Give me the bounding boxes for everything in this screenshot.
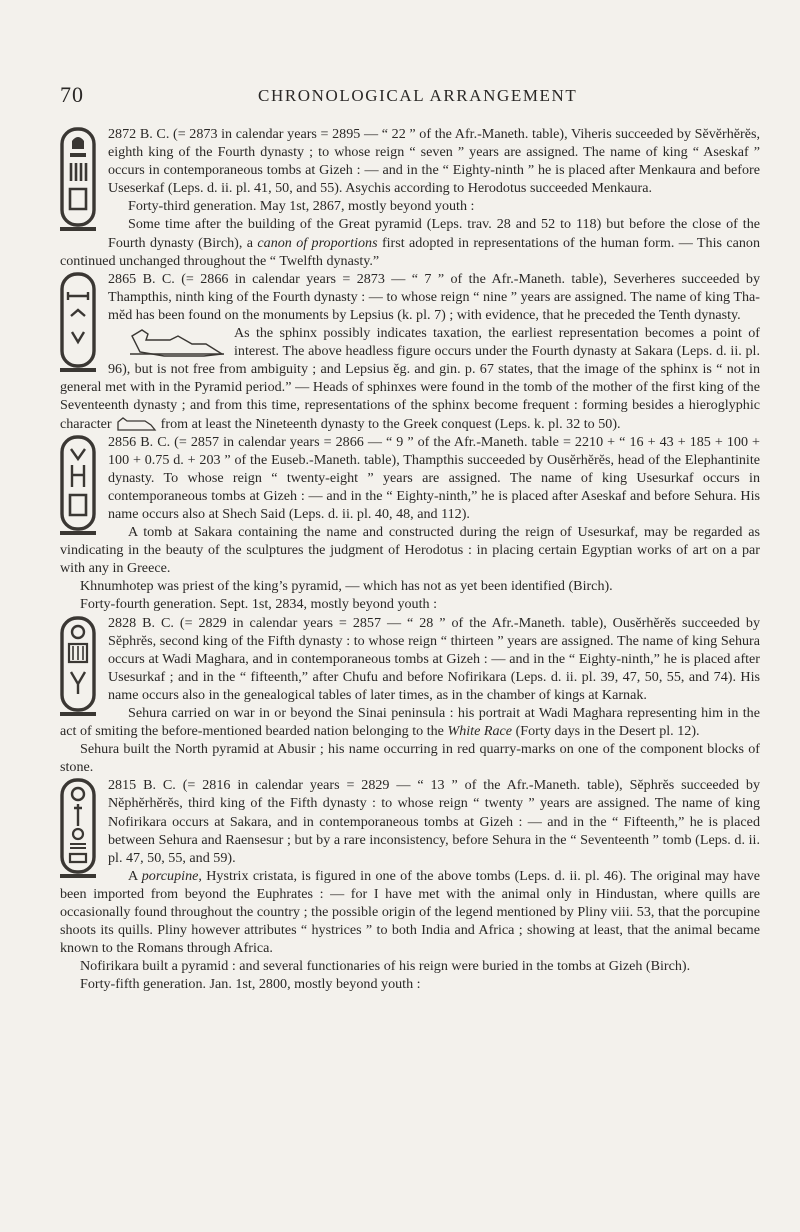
running-head: CHRONOLOGICAL ARRANGEMENT	[258, 86, 578, 105]
canon-text-a: Some time after the building of the Great pyramid (Leps. trav. 28 and 52 to 118) but before the close of the Fourth dynasty (Birch), a	[108, 216, 760, 251]
cartouche-usesurkaf-icon	[60, 435, 98, 539]
cartouche-aseskaf-icon	[60, 127, 98, 235]
page-body	[60, 125, 760, 994]
entry-2856-text: 2856 B. C. (= 2857 in calendar years = 2866 — “ 9 ” of the Afr.-Maneth. table = 2210 + “ 16 + 43 + 185 + 100 + 100 + 0.75 d. + 203 ” of the Euseb.-Maneth. table), Thampthis succeeded by Ousĕrhĕrĕs, head of the Elephantinite dynasty. To whose reign “ twenty-eight ” years are assigned. The name of king Usesurkaf occurs in contemporaneous tombs at Gizeh : — and in the “ Eighty-ninth,” he is placed after Aseskaf and before Sehura. His name occurs also at Shech Said (Leps. d. ii. pl. 40, 48, and 112).	[108, 433, 760, 522]
sphinx-text-a: As the sphinx possibly indicates taxation, the earliest representation becomes a point of interest. The above headless figure occurs under the Fourth dynasty at Sakara (Leps. d. ii. pl. 96), but is not free from ambiguity ; and Lepsius ĕg. and gin. p. 67 states, that the image of the sphinx is “ not in general met with in the Pyramid period.” — Heads of sphinxes were found in the tomb of the mother of the first king of the Seventeenth dynasty ; and from this time, representations of the sphinx become frequent : forming besides a hieroglyphic character	[60, 325, 760, 432]
canon-emphasis: canon of proportions	[257, 234, 378, 251]
entry-2872	[60, 125, 760, 197]
canon-of-proportions-paragraph	[60, 215, 760, 269]
entry-2828-text: 2828 B. C. (= 2829 in calendar years = 2857 — “ 28 ” of the Afr.-Maneth. table), Ousĕrhĕrĕs succeeded by Sĕphrĕs, second king of the Fifth dynasty : to whose reign “ thirteen ” years are assigned. The name of king Sehura occurs at Wadi Maghara, and in contemporaneous tombs at Gizeh : — and in the “ Eighty-ninth,” he is placed after Usesurkaf ; and in the “ fifteenth,” after Chufu and before Nofirikara (Leps. d. ii. pl. 39, 47, 50, 55, and 74). His name occurs also in the genealogical tables of later times, as in the chamber of kings at Karnak.	[108, 614, 760, 703]
sehura-war-text-b: (Forty days in the Desert pl. 12).	[512, 723, 700, 740]
entry-2856	[60, 433, 760, 523]
sehura-pyramid-paragraph: Sehura built the North pyramid at Abusir ; his name occurring in red quarry-marks on one of the component blocks of stone.	[60, 741, 760, 776]
white-race-emphasis: White Race	[447, 723, 513, 740]
cartouche-sehura-icon	[60, 616, 98, 720]
porcupine-emphasis: porcupine	[141, 867, 199, 884]
generation-43: Forty-third generation. May 1st, 2867, mostly beyond youth :	[128, 198, 475, 215]
sphinx-paragraph	[60, 324, 760, 433]
page-number: 70	[60, 82, 84, 107]
khnumhotep-paragraph: Khnumhotep was priest of the king’s pyramid, — which has not as yet been identified (Birch).	[80, 578, 613, 595]
entry-2872-text: 2872 B. C. (= 2873 in calendar years = 2895 — “ 22 ” of the Afr.-Maneth. table), Viheris succeeded by Sĕvĕrhĕrĕs, eighth king of the Fourth dynasty ; to whose reign “ seven ” years are assigned. The name of king “ Aseskaf ” occurs in contemporaneous tombs at Gizeh : — and in the “ Eighty-ninth ” he is placed after Menkaura and before Useserkaf (Leps. d. ii. pl. 41, 50, and 55). Asychis according to Herodotus succeeded Menkaura.	[108, 126, 760, 197]
generation-45: Forty-fifth generation. Jan. 1st, 2800, mostly beyond youth :	[80, 976, 421, 993]
sphinx-text-b: from at least the Nineteenth dynasty to the Greek conquest (Leps. k. pl. 32 to 50).	[157, 415, 621, 432]
headless-sphinx-icon	[128, 326, 228, 360]
generation-44: Forty-fourth generation. Sept. 1st, 2834, mostly beyond youth :	[80, 596, 438, 613]
cartouche-nofirikara-icon	[60, 778, 98, 882]
sehura-war-text-a: Sehura carried on war in or beyond the Sinai peninsula : his portrait at Wadi Maghara representing him in the act of smiting the before-mentioned bearded nation belonging to the	[60, 705, 760, 740]
porcupine-text-b: , Hystrix cristata, is figured in one of the above tombs (Leps. d. ii. pl. 46). The original may have been imported from beyond the Euphrates : — for I have met with the animal only in Hindustan, where quills are occasionally found throughout the country ; the possible origin of the legend mentioned by Pliny viii. 53, that the porcupine shoots its quills. Pliny however attributes “ hystrices ” to both India and Africa ; showing at least, that the animal became known to the Romans through Africa.	[60, 867, 760, 957]
porcupine-text-a: A	[128, 867, 142, 884]
cartouche-thamed-icon	[60, 272, 98, 376]
entry-2865	[60, 270, 760, 324]
entry-2815	[60, 776, 760, 866]
usesurkaf-tomb-paragraph: A tomb at Sakara containing the name and constructed during the reign of Usesurkaf, may be regarded as vindicating in the beauty of the sculptures the judgment of Herodotus : in placing certain Egyptian works of art on a par with any in Greece.	[60, 524, 760, 577]
canon-text-b: first adopted in representations of the human form. — This canon continued unchanged throughout the “ Twelfth dynasty.”	[60, 234, 760, 269]
porcupine-paragraph	[60, 867, 760, 957]
sphinx-hieroglyph-icon	[115, 416, 157, 432]
sehura-war-paragraph	[60, 704, 760, 740]
entry-2815-text: 2815 B. C. (= 2816 in calendar years = 2829 — “ 13 ” of the Afr.-Maneth. table), Sĕphrĕs succeeded by Nĕphĕrhĕrĕs, third king of the Fifth dynasty : to whose reign “ twenty ” years are assigned. The name of king Nofirikara occurs at Sakara, and in contemporaneous tombs at Gizeh : — and in the “ Fifteenth,” he is placed between Sehura and Raensesur ; but by a rare inconsistency, before Sehura in the “ Seventeenth ” tomb (Leps. d. ii. pl. 47, 50, 55, and 59).	[108, 777, 760, 866]
entry-2828	[60, 614, 760, 704]
nofirikara-pyramid-paragraph: Nofirikara built a pyramid : and several functionaries of his reign were buried in the tombs at Gizeh (Birch).	[80, 958, 691, 975]
entry-2865-text: 2865 B. C. (= 2866 in calendar years = 2873 — “ 7 ” of the Afr.-Maneth. table), Severheres succeeded by Thampthis, ninth king of the Fourth dynasty : — to whose reign “ nine ” years are assigned. The name of king Tha-mĕd has been found on the monuments by Lepsius (k. pl. 7) ; with evidence, that he preceded the Tenth dynasty.	[108, 270, 760, 323]
